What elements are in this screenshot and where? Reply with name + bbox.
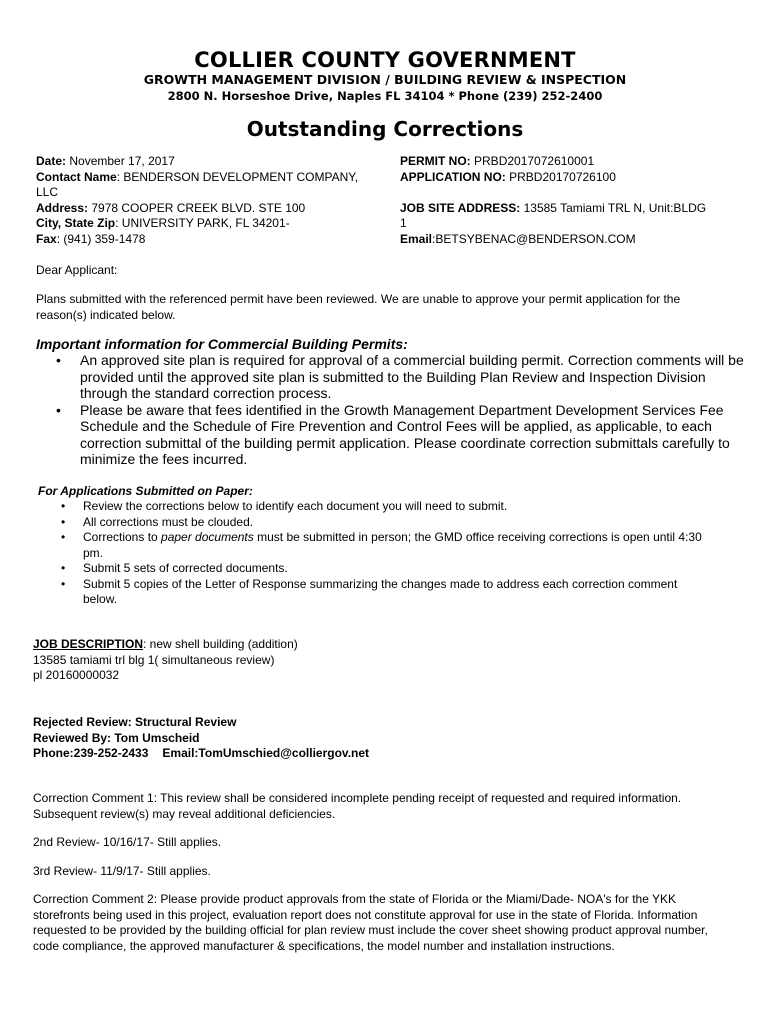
bullet-icon: • [61, 514, 66, 529]
date-label: Date: [36, 154, 67, 168]
list-item [61, 515, 751, 531]
permit-label: PERMIT NO: [400, 154, 471, 168]
bullet-text: Corrections to [83, 530, 162, 544]
review-2-note: 2nd Review- 10/16/17- Still applies. [33, 835, 222, 849]
intro-line: reason(s) indicated below. [36, 307, 176, 322]
page-title: Outstanding Corrections [246, 117, 524, 141]
jobsite-value-cont: 1 [400, 216, 407, 230]
email-label: Email [400, 231, 433, 246]
bullet-icon: • [61, 530, 66, 544]
bullet-icon: • [61, 561, 66, 575]
contact-label: Contact Name [36, 169, 117, 184]
application-label: APPLICATION NO: [400, 169, 506, 184]
date-value: November 17, 2017 [69, 154, 175, 168]
address-value: 7978 COOPER CREEK BLVD. STE 100 [91, 200, 306, 215]
bullet-emphasis: paper documents [161, 530, 254, 544]
bullet-text: minimize the fees incurred. [80, 451, 248, 467]
commercial-heading: Important information for Commercial Building Permits: [36, 336, 408, 352]
list-item [61, 577, 751, 608]
bullet-text: provided until the approved site plan is submitted to the Building Plan Review and Inspection Division [80, 368, 706, 385]
bullet-text: Submit 5 sets of corrected documents. [83, 561, 288, 575]
fax-label: Fax [36, 231, 57, 246]
job-value: : new shell building (addition) [143, 637, 298, 651]
comment-line: requested to be provided by the building official for plan review must include the cover sheet showing product approval number, [33, 923, 708, 937]
bullet-icon: • [56, 352, 61, 368]
comment-1 [33, 791, 753, 822]
comment-line: Correction Comment 2: Please provide product approvals from the state of Florida or the Miami/Dade- NOA's for the YKK [33, 892, 677, 906]
contact-value-cont: LLC [36, 185, 59, 199]
bullet-text: An approved site plan is required for approval of a commercial building permit. Correction comments will be [80, 352, 744, 368]
bullet-text: pm. [83, 545, 104, 560]
reviewer: Reviewed By: Tom Umscheid [33, 730, 200, 745]
list-item [61, 530, 751, 561]
list-item [61, 499, 751, 515]
application-value: PRBD20170726100 [509, 169, 616, 184]
bullet-icon: • [61, 499, 66, 513]
comment-line: code compliance, the approved manufacturer & specifications, the model number and installation instructions. [33, 938, 615, 953]
comment-2 [33, 892, 758, 954]
address-line: 2800 N. Horseshoe Drive, Naples FL 34104 * Phone (239) 252-2400 [167, 89, 603, 103]
bullet-text: through the standard correction process. [80, 385, 332, 401]
bullet-icon: • [61, 576, 66, 591]
bullet-text: correction submittal of the building permit application. Please coordinate correction submittals carefully to [80, 434, 730, 451]
permit-value: PRBD2017072610001 [474, 154, 595, 168]
bullet-text: must be submitted in person; the GMD office receiving corrections is open until 4:30 [253, 530, 702, 544]
comment-line: Subsequent review(s) may reveal additional deficiencies. [33, 806, 336, 821]
job-label: JOB DESCRIPTION [33, 637, 144, 651]
comment-line: Correction Comment 1: This review shall be considered incomplete pending receipt of requested and required information. [33, 791, 682, 805]
city-label: City, State Zip [36, 216, 116, 230]
intro-paragraph [36, 292, 746, 323]
info-right [400, 154, 740, 247]
job-line: pl 20160000032 [33, 668, 120, 682]
job-description [33, 637, 733, 684]
intro-line: Plans submitted with the referenced permit have been reviewed. We are unable to approve your permit application for the [36, 292, 681, 306]
division-line: GROWTH MANAGEMENT DIVISION / BUILDING REVIEW & INSPECTION [143, 72, 627, 87]
email-value: :BETSYBENAC@BENDERSON.COM [432, 231, 636, 246]
bullet-text: All corrections must be clouded. [83, 514, 254, 529]
rejected-review: Rejected Review: Structural Review [33, 715, 237, 729]
comment-line: storefronts being used in this project, evaluation report does not constitute approval for use in the state of Florida. Information [33, 907, 698, 922]
org-title: COLLIER COUNTY GOVERNMENT [194, 48, 576, 72]
bullet-icon: • [56, 401, 61, 418]
address-label: Address: [36, 200, 89, 215]
contact-value: : BENDERSON DEVELOPMENT COMPANY, [116, 169, 359, 184]
fax-value: : (941) 359-1478 [56, 231, 146, 246]
job-line: 13585 tamiami trl blg 1( simultaneous review) [33, 652, 275, 667]
bullet-text: below. [83, 592, 118, 606]
review-info [33, 715, 733, 762]
greeting: Dear Applicant: [36, 263, 118, 277]
info-left [36, 154, 396, 247]
paper-heading: For Applications Submitted on Paper: [38, 484, 253, 498]
bullet-text: Please be aware that fees identified in the Growth Management Department Development Services Fee [80, 401, 724, 418]
commercial-list [56, 352, 756, 468]
reviewer-phone: Phone:239-252-2433 [33, 746, 149, 760]
paper-list [61, 499, 751, 608]
bullet-text: Submit 5 copies of the Letter of Response summarizing the changes made to address each correction comment [83, 576, 678, 591]
bullet-text: Schedule and the Schedule of Fire Prevention and Control Fees will be applied, as applicable, to each [80, 418, 712, 434]
jobsite-label: JOB SITE ADDRESS: [400, 200, 521, 215]
city-value: : UNIVERSITY PARK, FL 34201- [115, 216, 290, 230]
reviewer-email: Email:TomUmschied@colliergov.net [162, 746, 370, 760]
list-item [56, 352, 756, 402]
bullet-text: Review the corrections below to identify each document you will need to submit. [83, 499, 508, 513]
jobsite-value: 13585 Tamiami TRL N, Unit:BLDG [523, 200, 707, 215]
list-item [56, 402, 756, 468]
review-3-note: 3rd Review- 11/9/17- Still applies. [33, 864, 211, 878]
list-item [61, 561, 751, 577]
